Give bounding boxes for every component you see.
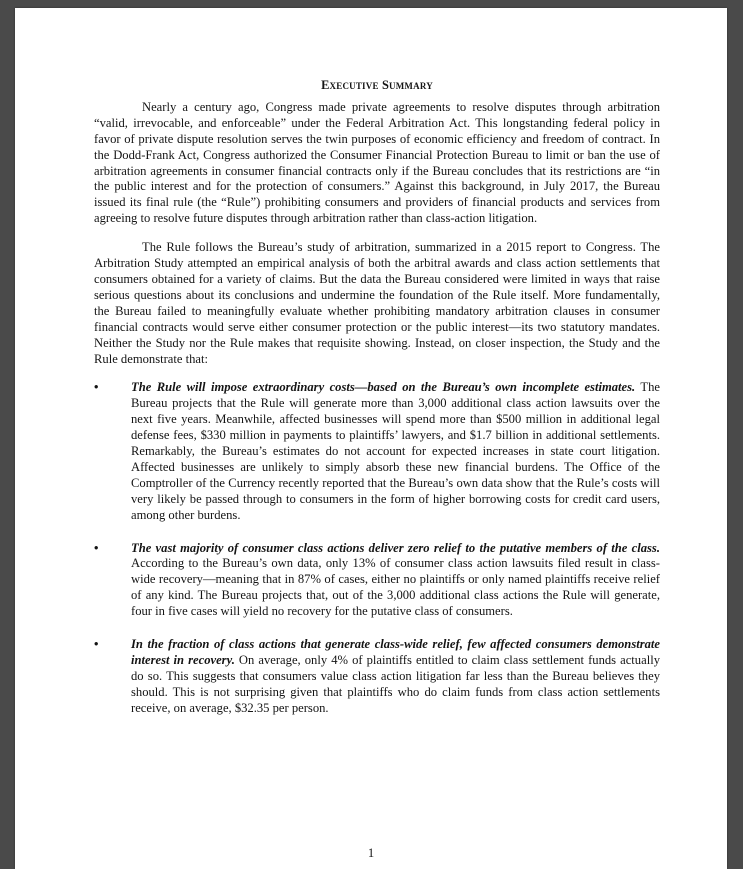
bullet-body: According to the Bureau’s own data, only 13% of consumer class action lawsuits filed result in class-wide recovery—meaning that in 87% of cases, either no plaintiffs or only named plaintiffs receive relief of any kind. The Bureau projects that, out of the 3,000 additional class actions the Rule will generate, four in five cases will yield no recovery for the putative class of consumers. — [131, 556, 660, 619]
list-item — [94, 637, 660, 717]
bullet-icon: • — [94, 637, 99, 652]
bullet-icon: • — [94, 380, 99, 395]
bullet-icon: • — [94, 540, 99, 555]
bullet-body: On average, only 4% of plaintiffs entitled to claim class settlement funds actually do so. This suggests that consumers value class action litigation far less than the Bureau believes they should. This is not surprising given that plaintiffs who do claim funds from class action settlements receive, on average, $32.35 per person. — [131, 653, 660, 715]
list-item — [94, 380, 660, 523]
study-paragraph: The Rule follows the Bureau’s study of arbitration, summarized in a 2015 report to Congress. The Arbitration Study attempted an empirical analysis of both the arbitral awards and class action settlements that consumers obtained for a variety of claims. But the data the Bureau considered were limited in ways that raise serious questions about its conclusions and undermine the foundation of the Rule itself. More fundamentally, the Bureau failed to meaningfully evaluate whether prohibiting mandatory arbitration clauses in consumer financial contracts would serve either consumer protection or the public interest—its two statutory mandates. Neither the Study nor the Rule makes that requisite showing. Instead, on closer inspection, the Study and the Rule demonstrate that: — [94, 240, 660, 366]
bullet-heading: The Rule will impose extraordinary costs—based on the Bureau’s own incomplete estimates. — [131, 380, 636, 395]
page-number: 1 — [367, 846, 375, 860]
findings-list — [94, 380, 660, 716]
page-content — [94, 78, 660, 734]
bullet-body: The Bureau projects that the Rule will generate more than 3,000 additional class action lawsuits over the next five years. Meanwhile, affected businesses will spend more than $500 million in additional legal defense fees, $330 million in payments to plaintiffs’ lawyers, and $1.7 billion in additional settlements. Remarkably, the Bureau’s estimates do not account for expected increases in state court litigation. Affected businesses are unlikely to simply absorb these new financial burdens. The Office of the Comptroller of the Currency recently reported that the Bureau’s own data show that the Rule’s costs will very likely be passed through to consumers in the form of higher borrowing costs for credit card users, among other burdens. — [131, 380, 660, 522]
list-item — [94, 541, 660, 621]
bullet-heading: In the fraction of class actions that generate class-wide relief, few affected consumers demonstrate interest in recovery. — [131, 637, 660, 667]
intro-paragraph: Nearly a century ago, Congress made private agreements to resolve disputes through arbitration “valid, irrevocable, and enforceable” under the Federal Arbitration Act. This longstanding federal policy in favor of private dispute resolution serves the twin purposes of economic efficiency and freedom of contract. In the Dodd-Frank Act, Congress authorized the Consumer Financial Protection Bureau to limit or ban the use of arbitration agreements in consumer financial contracts only if the Bureau concludes that its restrictions are “in the public interest and for the protection of consumers.” Against this background, in July 2017, the Bureau issued its final rule (the “Rule”) prohibiting consumers and providers of financial products and services from agreeing to resolve future disputes through arbitration rather than class-action litigation. — [94, 99, 660, 226]
section-title: Executive Summary — [321, 78, 433, 92]
document-page — [15, 8, 727, 869]
bullet-heading: The vast majority of consumer class actions deliver zero relief to the putative members of the class. — [131, 540, 660, 555]
